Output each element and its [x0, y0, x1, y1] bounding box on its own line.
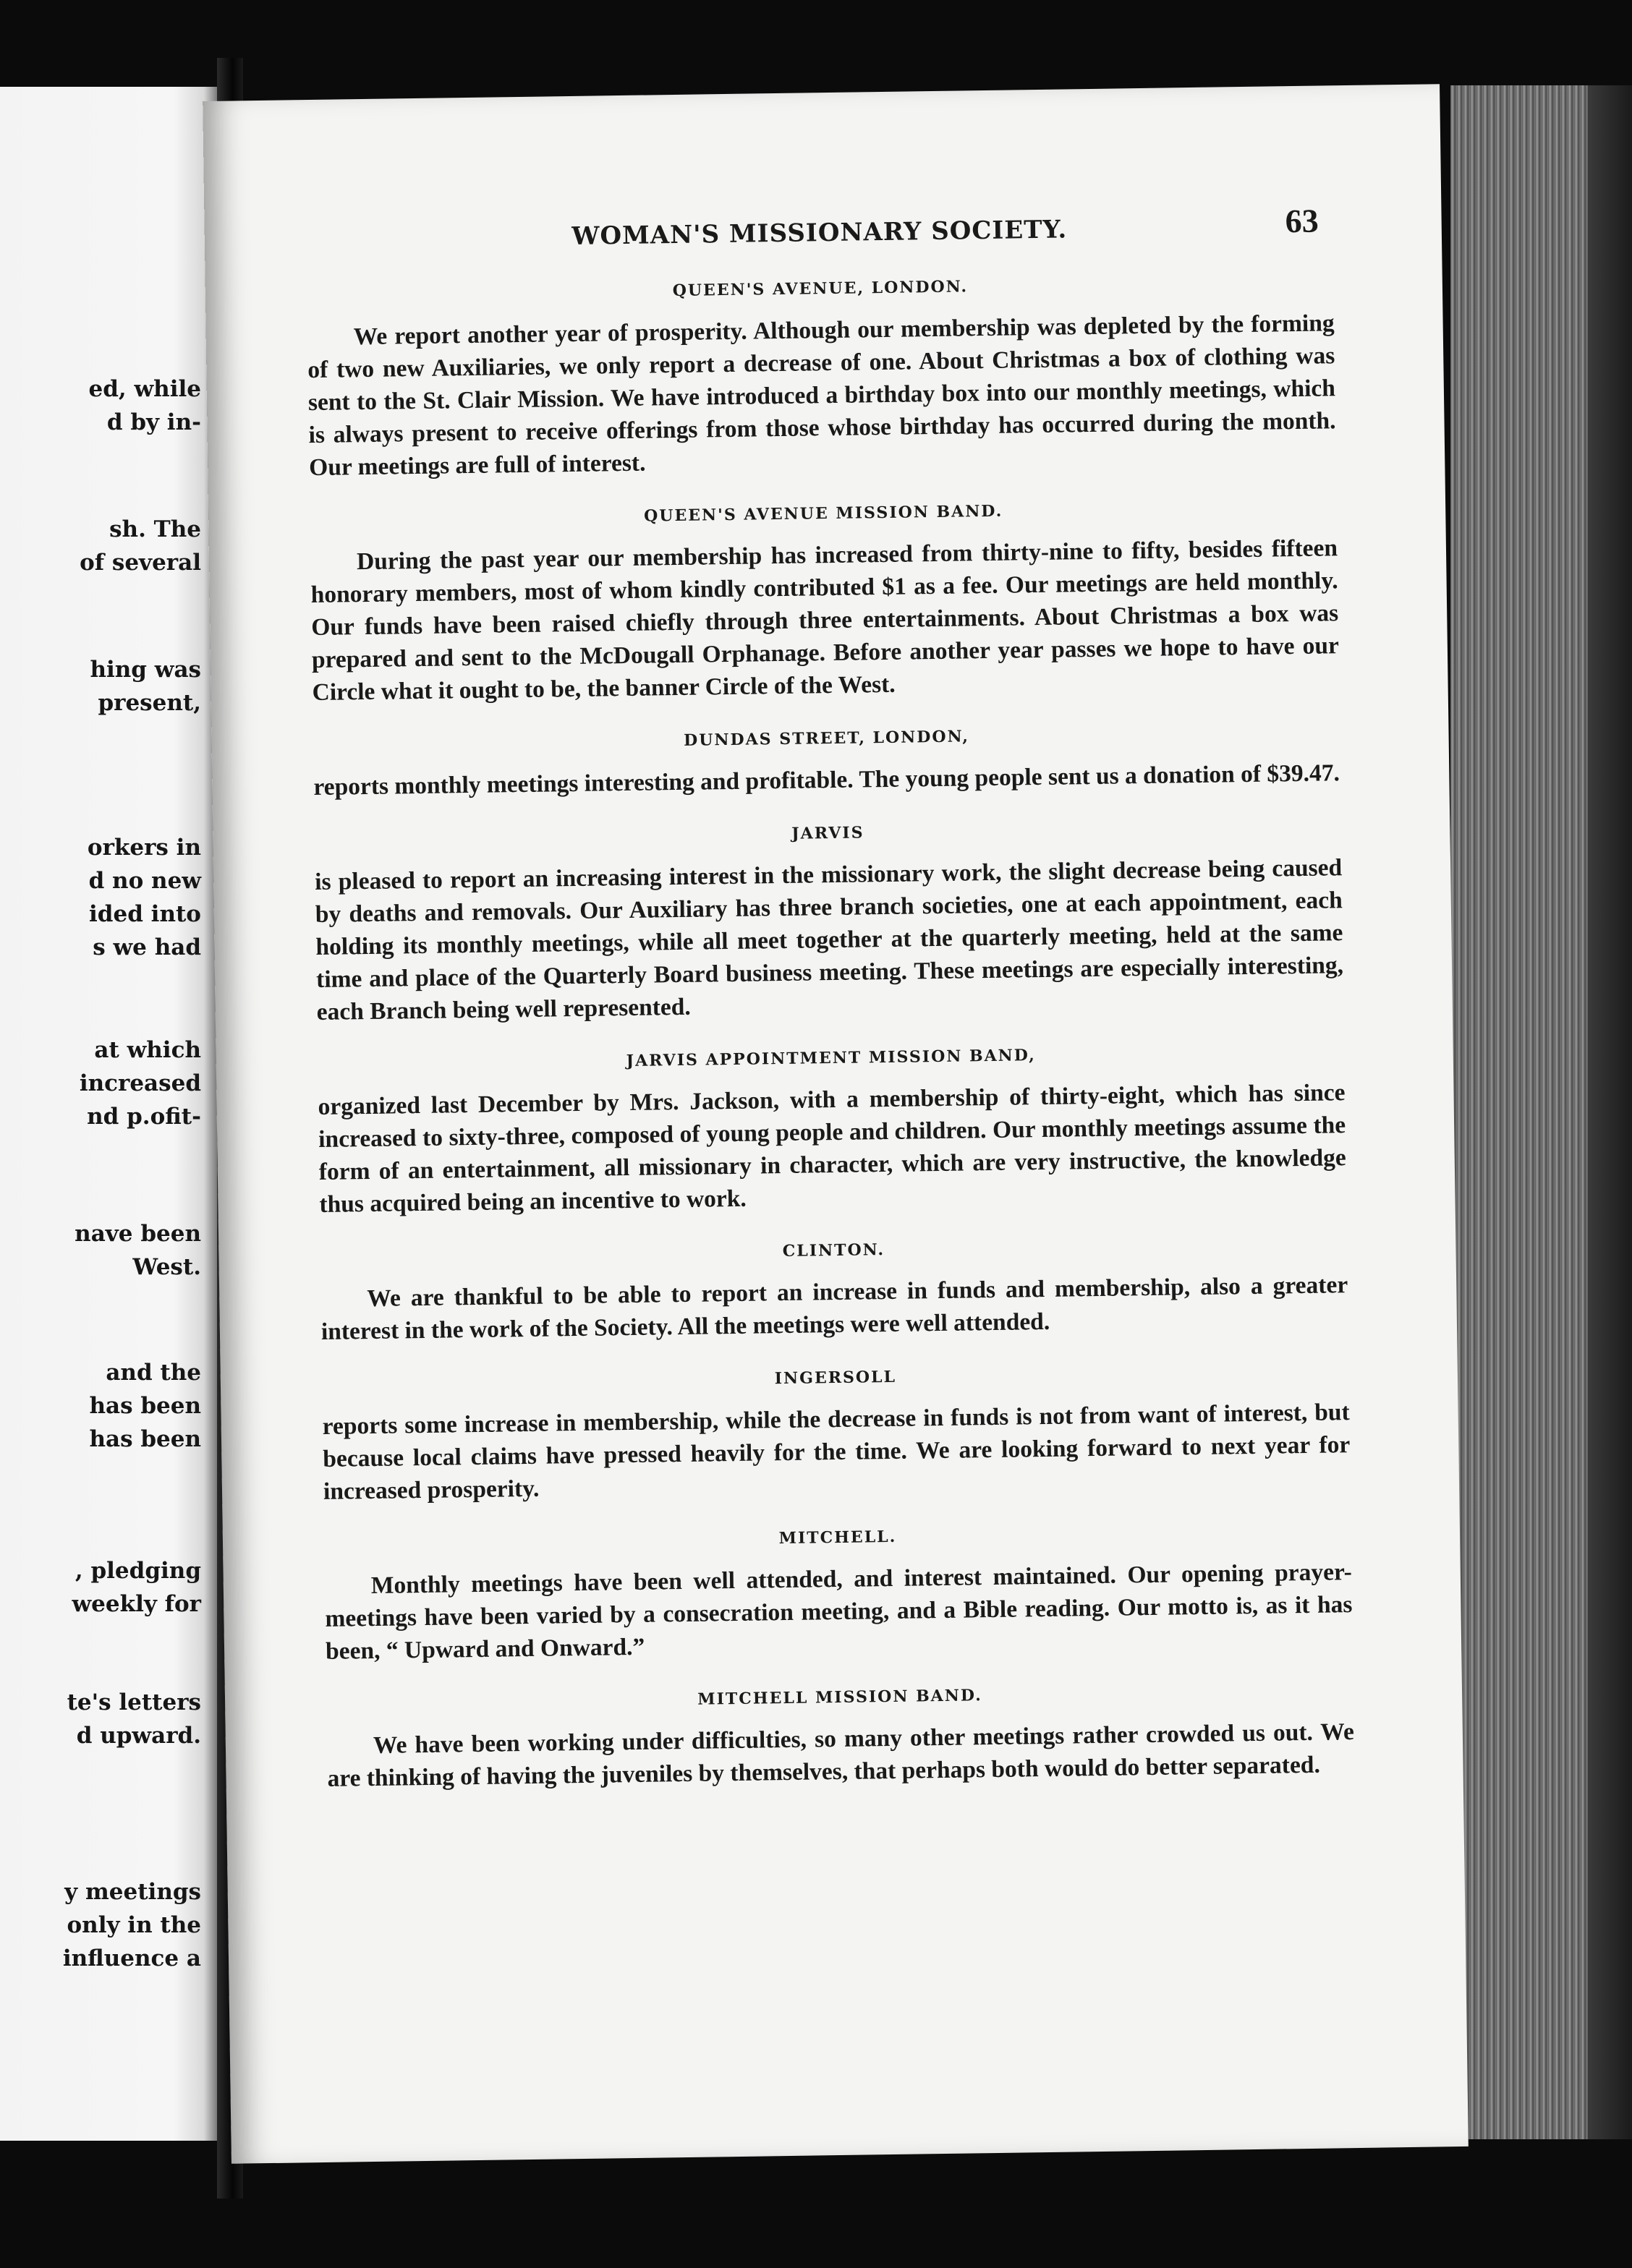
left-page-fragment: sh. The	[109, 516, 201, 542]
left-page-fragment: y meetings	[64, 1879, 201, 1905]
left-page-fragment: d upward.	[76, 1723, 201, 1749]
left-page-fragment: ided into	[89, 901, 201, 927]
report-section-jarvis-appointment-mission-band	[318, 1041, 1347, 1221]
left-page-fragment: of several	[80, 550, 201, 576]
section-paragraph: We have been working under difficulties, so many other meetings rather crowded us out. We are thinking of having the juveniles by themselves, that perhaps both would do better separated.	[327, 1718, 1355, 1792]
section-paragraph: We report another year of prosperity. Although our membership was depleted by the forming of two new Auxiliaries, we only report a decrease of one. About Christmas a box of clothing was sent to the St. Clair Mission. We have introduced a birthday box into our monthly meetings, which is always present to receive offerings from those whose birthday has occurred during the month. Our meetings are full of interest.	[307, 310, 1336, 482]
report-section-queens-avenue-mission-band	[310, 497, 1340, 709]
report-section-mitchell-mission-band	[326, 1681, 1355, 1795]
section-heading: INGERSOLL	[774, 1367, 897, 1389]
section-paragraph: organized last December by Mrs. Jackson, with a membership of thirty-eight, which has since increased to sixty-three, composed of young people and children. Our monthly meetings assume the form of an entertainment, all missionary in character, which are very instructive, the knowledge thus acquired being an incentive to work.	[318, 1079, 1346, 1218]
book-page	[203, 84, 1469, 2164]
report-section-dundas-street	[313, 722, 1340, 803]
left-page-fragment: West.	[132, 1254, 201, 1280]
left-page-fragment: d no new	[88, 868, 201, 894]
running-title: WOMAN'S MISSIONARY SOCIETY.	[571, 215, 1068, 251]
left-page-fragment: nave been	[75, 1221, 201, 1247]
left-page-fragment: hing was	[90, 657, 201, 683]
left-page-fragment: ed, while	[88, 376, 201, 402]
previous-page-edge	[0, 87, 217, 2141]
left-page-fragment: has been	[89, 1426, 201, 1452]
section-paragraph: reports some increase in membership, while the decrease in funds is not from want of interest, but because local claims have pressed heavily for the time. We are looking forward to next year for increased prosperity.	[322, 1399, 1351, 1505]
section-paragraph: During the past year our membership has increased from thirty-nine to fifty, besides fifteen honorary members, most of whom kindly contributed $1 as a fee. Our meetings are held monthly. Our funds have been raised chiefly through three entertainments. About Christmas a box was prepared and sent to the McDougall Orphanage. Before another year passes we hope to have our Circle what it ought to be, the banner Circle of the West.	[310, 534, 1340, 707]
section-paragraph: We are thankful to be able to report an increase in funds and membership, also a greater interest in the work of the Society. All the meetings were well attended.	[320, 1271, 1348, 1345]
section-paragraph: Monthly meetings have been well attended, and interest maintained. Our opening prayer-meetings have been varied by a consecration meeting, and a Bible reading. Our motto is, as it has been, “ Upward and Onward.”	[325, 1559, 1353, 1665]
page-text-block	[305, 201, 1355, 1822]
left-page-fragment: at which	[94, 1037, 201, 1063]
report-section-ingersoll	[322, 1361, 1351, 1508]
section-heading: MITCHELL.	[778, 1527, 897, 1548]
section-heading: JARVIS APPOINTMENT MISSION BAND,	[626, 1046, 1036, 1071]
section-heading: QUEEN'S AVENUE MISSION BAND.	[643, 501, 1003, 526]
left-page-fragment: , pledging	[75, 1558, 201, 1584]
section-paragraph: is pleased to report an increasing interest in the missionary work, the slight decrease being caused by deaths and removals. Our Auxiliary has three branch societies, one at each appointment, each holding its monthly meetings, while all meet together at the quarterly meeting, held at the same time and place of the Quarterly Board business meeting. These meetings are especially interesting, each Branch being well represented.	[315, 854, 1344, 1026]
section-heading: JARVIS	[791, 823, 864, 843]
left-page-fragment: only in the	[67, 1912, 201, 1938]
running-head	[305, 201, 1333, 259]
left-page-fragment: weekly for	[72, 1591, 201, 1617]
left-page-fragment: s we had	[93, 934, 201, 960]
section-heading: QUEEN'S AVENUE, LONDON.	[672, 277, 969, 301]
left-page-fragment: has been	[89, 1393, 201, 1419]
report-section-mitchell	[324, 1521, 1353, 1668]
page-number: 63	[1285, 202, 1319, 240]
book-cover-edge	[1588, 85, 1632, 2139]
section-heading: DUNDAS STREET, LONDON,	[684, 727, 970, 750]
left-page-fragment: orkers in	[87, 835, 201, 861]
report-section-clinton	[320, 1234, 1348, 1348]
section-paragraph: reports monthly meetings interesting and profitable. The young people sent us a donation of $39.47.	[313, 759, 1340, 801]
report-section-queens-avenue	[307, 272, 1337, 484]
left-page-fragment: d by in-	[106, 409, 201, 435]
left-page-fragment: influence a	[62, 1945, 201, 1971]
left-page-fragment: increased	[79, 1070, 201, 1096]
section-heading: MITCHELL MISSION BAND.	[697, 1686, 983, 1709]
left-page-fragment: nd p.ofit-	[87, 1104, 201, 1130]
left-page-fragment: and the	[106, 1360, 201, 1386]
report-section-jarvis	[314, 817, 1344, 1028]
left-page-fragment: present,	[98, 690, 201, 716]
left-page-fragment: te's letters	[67, 1689, 201, 1715]
section-heading: CLINTON.	[782, 1240, 885, 1261]
